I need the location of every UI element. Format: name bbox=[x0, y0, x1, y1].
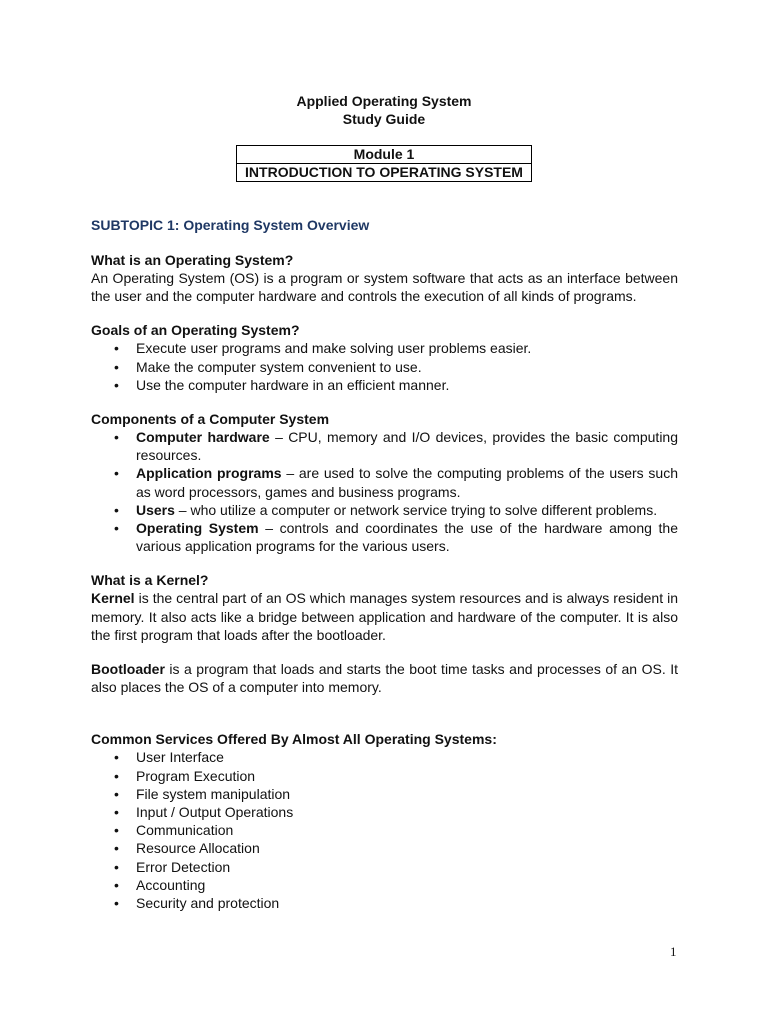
list-item bbox=[91, 358, 678, 376]
kernel-paragraph bbox=[91, 589, 678, 644]
component-description: – CPU, memory and I/O devices, provides the basic computing resources. bbox=[136, 429, 679, 464]
document-title: Applied Operating System bbox=[296, 93, 472, 109]
list-item-text: File system manipulation bbox=[136, 785, 291, 802]
services-heading: Common Services Offered By Almost All Operating Systems: bbox=[91, 731, 497, 748]
goals-list bbox=[91, 339, 678, 394]
bullet-icon: • bbox=[114, 804, 119, 821]
bullet-icon: • bbox=[114, 767, 119, 784]
component-term: Computer hardware bbox=[136, 429, 270, 446]
module-label: Module 1 bbox=[353, 146, 415, 162]
list-item bbox=[91, 767, 678, 785]
document-body bbox=[91, 216, 678, 912]
bullet-icon: • bbox=[114, 340, 119, 357]
subtopic-heading: SUBTOPIC 1: Operating System Overview bbox=[91, 217, 370, 233]
module-box bbox=[236, 145, 532, 182]
list-item-text: User Interface bbox=[136, 749, 224, 766]
list-item-text: Use the computer hardware in an efficient manner. bbox=[136, 376, 450, 393]
list-item bbox=[91, 821, 678, 839]
component-description: – who utilize a computer or network service trying to solve different problems. bbox=[174, 501, 658, 518]
bullet-icon: • bbox=[114, 358, 119, 375]
list-item bbox=[91, 803, 678, 821]
bullet-icon: • bbox=[114, 501, 119, 518]
kernel-term: Kernel bbox=[91, 590, 135, 607]
components-heading: Components of a Computer System bbox=[91, 411, 330, 428]
component-term: Users bbox=[136, 501, 175, 518]
bullet-icon: • bbox=[114, 376, 119, 393]
list-item-text: Input / Output Operations bbox=[136, 804, 294, 821]
list-item bbox=[91, 894, 678, 912]
bullet-icon: • bbox=[114, 858, 119, 875]
what-is-os-paragraph: An Operating System (OS) is a program or system software that acts as an interface between the user and the computer hardware and controls the execution of all kinds of programs. bbox=[91, 270, 678, 305]
kernel-heading: What is a Kernel? bbox=[91, 572, 209, 589]
list-item-text: Accounting bbox=[136, 876, 206, 893]
bootloader-paragraph bbox=[91, 660, 678, 696]
bullet-icon: • bbox=[114, 895, 119, 912]
list-item-text: Resource Allocation bbox=[136, 840, 260, 857]
bullet-icon: • bbox=[114, 876, 119, 893]
list-item bbox=[91, 501, 678, 519]
bootloader-term: Bootloader bbox=[91, 661, 165, 678]
list-item bbox=[91, 748, 678, 766]
page-number: 1 bbox=[670, 944, 677, 959]
goals-heading: Goals of an Operating System? bbox=[91, 322, 300, 339]
bullet-icon: • bbox=[114, 785, 119, 802]
list-item bbox=[91, 785, 678, 803]
component-description: – are used to solve the computing problems of the users such as word processors, games and business programs. bbox=[136, 465, 678, 500]
bullet-icon: • bbox=[114, 465, 119, 482]
bullet-icon: • bbox=[114, 749, 119, 766]
services-list bbox=[91, 748, 678, 912]
list-item-text: Make the computer system convenient to use. bbox=[136, 358, 422, 375]
bullet-icon: • bbox=[114, 520, 119, 537]
module-title: INTRODUCTION TO OPERATING SYSTEM bbox=[237, 163, 531, 181]
list-item bbox=[91, 428, 678, 464]
list-item bbox=[91, 519, 678, 555]
list-item-text: Communication bbox=[136, 822, 234, 839]
document-title-block bbox=[0, 92, 768, 128]
list-item bbox=[91, 464, 678, 500]
bootloader-body: is a program that loads and starts the boot time tasks and processes of an OS. It also places the OS of a computer into memory. bbox=[91, 661, 678, 696]
list-item bbox=[91, 339, 678, 357]
list-item bbox=[91, 839, 678, 857]
list-item bbox=[91, 858, 678, 876]
list-item-text: Program Execution bbox=[136, 767, 256, 784]
what-is-os-heading: What is an Operating System? bbox=[91, 252, 294, 268]
components-list bbox=[91, 428, 678, 555]
list-item-text: Execute user programs and make solving user problems easier. bbox=[136, 340, 532, 357]
document-subtitle: Study Guide bbox=[342, 111, 426, 127]
list-item-text: Security and protection bbox=[136, 895, 280, 912]
bullet-icon: • bbox=[114, 429, 119, 446]
bullet-icon: • bbox=[114, 840, 119, 857]
bullet-icon: • bbox=[114, 822, 119, 839]
kernel-body: is the central part of an OS which manages system resources and is always resident in memory. It also acts like a bridge between application and hardware of the computer. It is also the first program that loads after the bootloader. bbox=[91, 590, 678, 643]
component-term: Application programs bbox=[136, 465, 282, 482]
list-item-text: Error Detection bbox=[136, 858, 231, 875]
list-item bbox=[91, 876, 678, 894]
component-term: Operating System bbox=[136, 520, 259, 537]
component-description: – controls and coordinates the use of the hardware among the various application programs for the various users. bbox=[136, 520, 678, 555]
list-item bbox=[91, 376, 678, 394]
